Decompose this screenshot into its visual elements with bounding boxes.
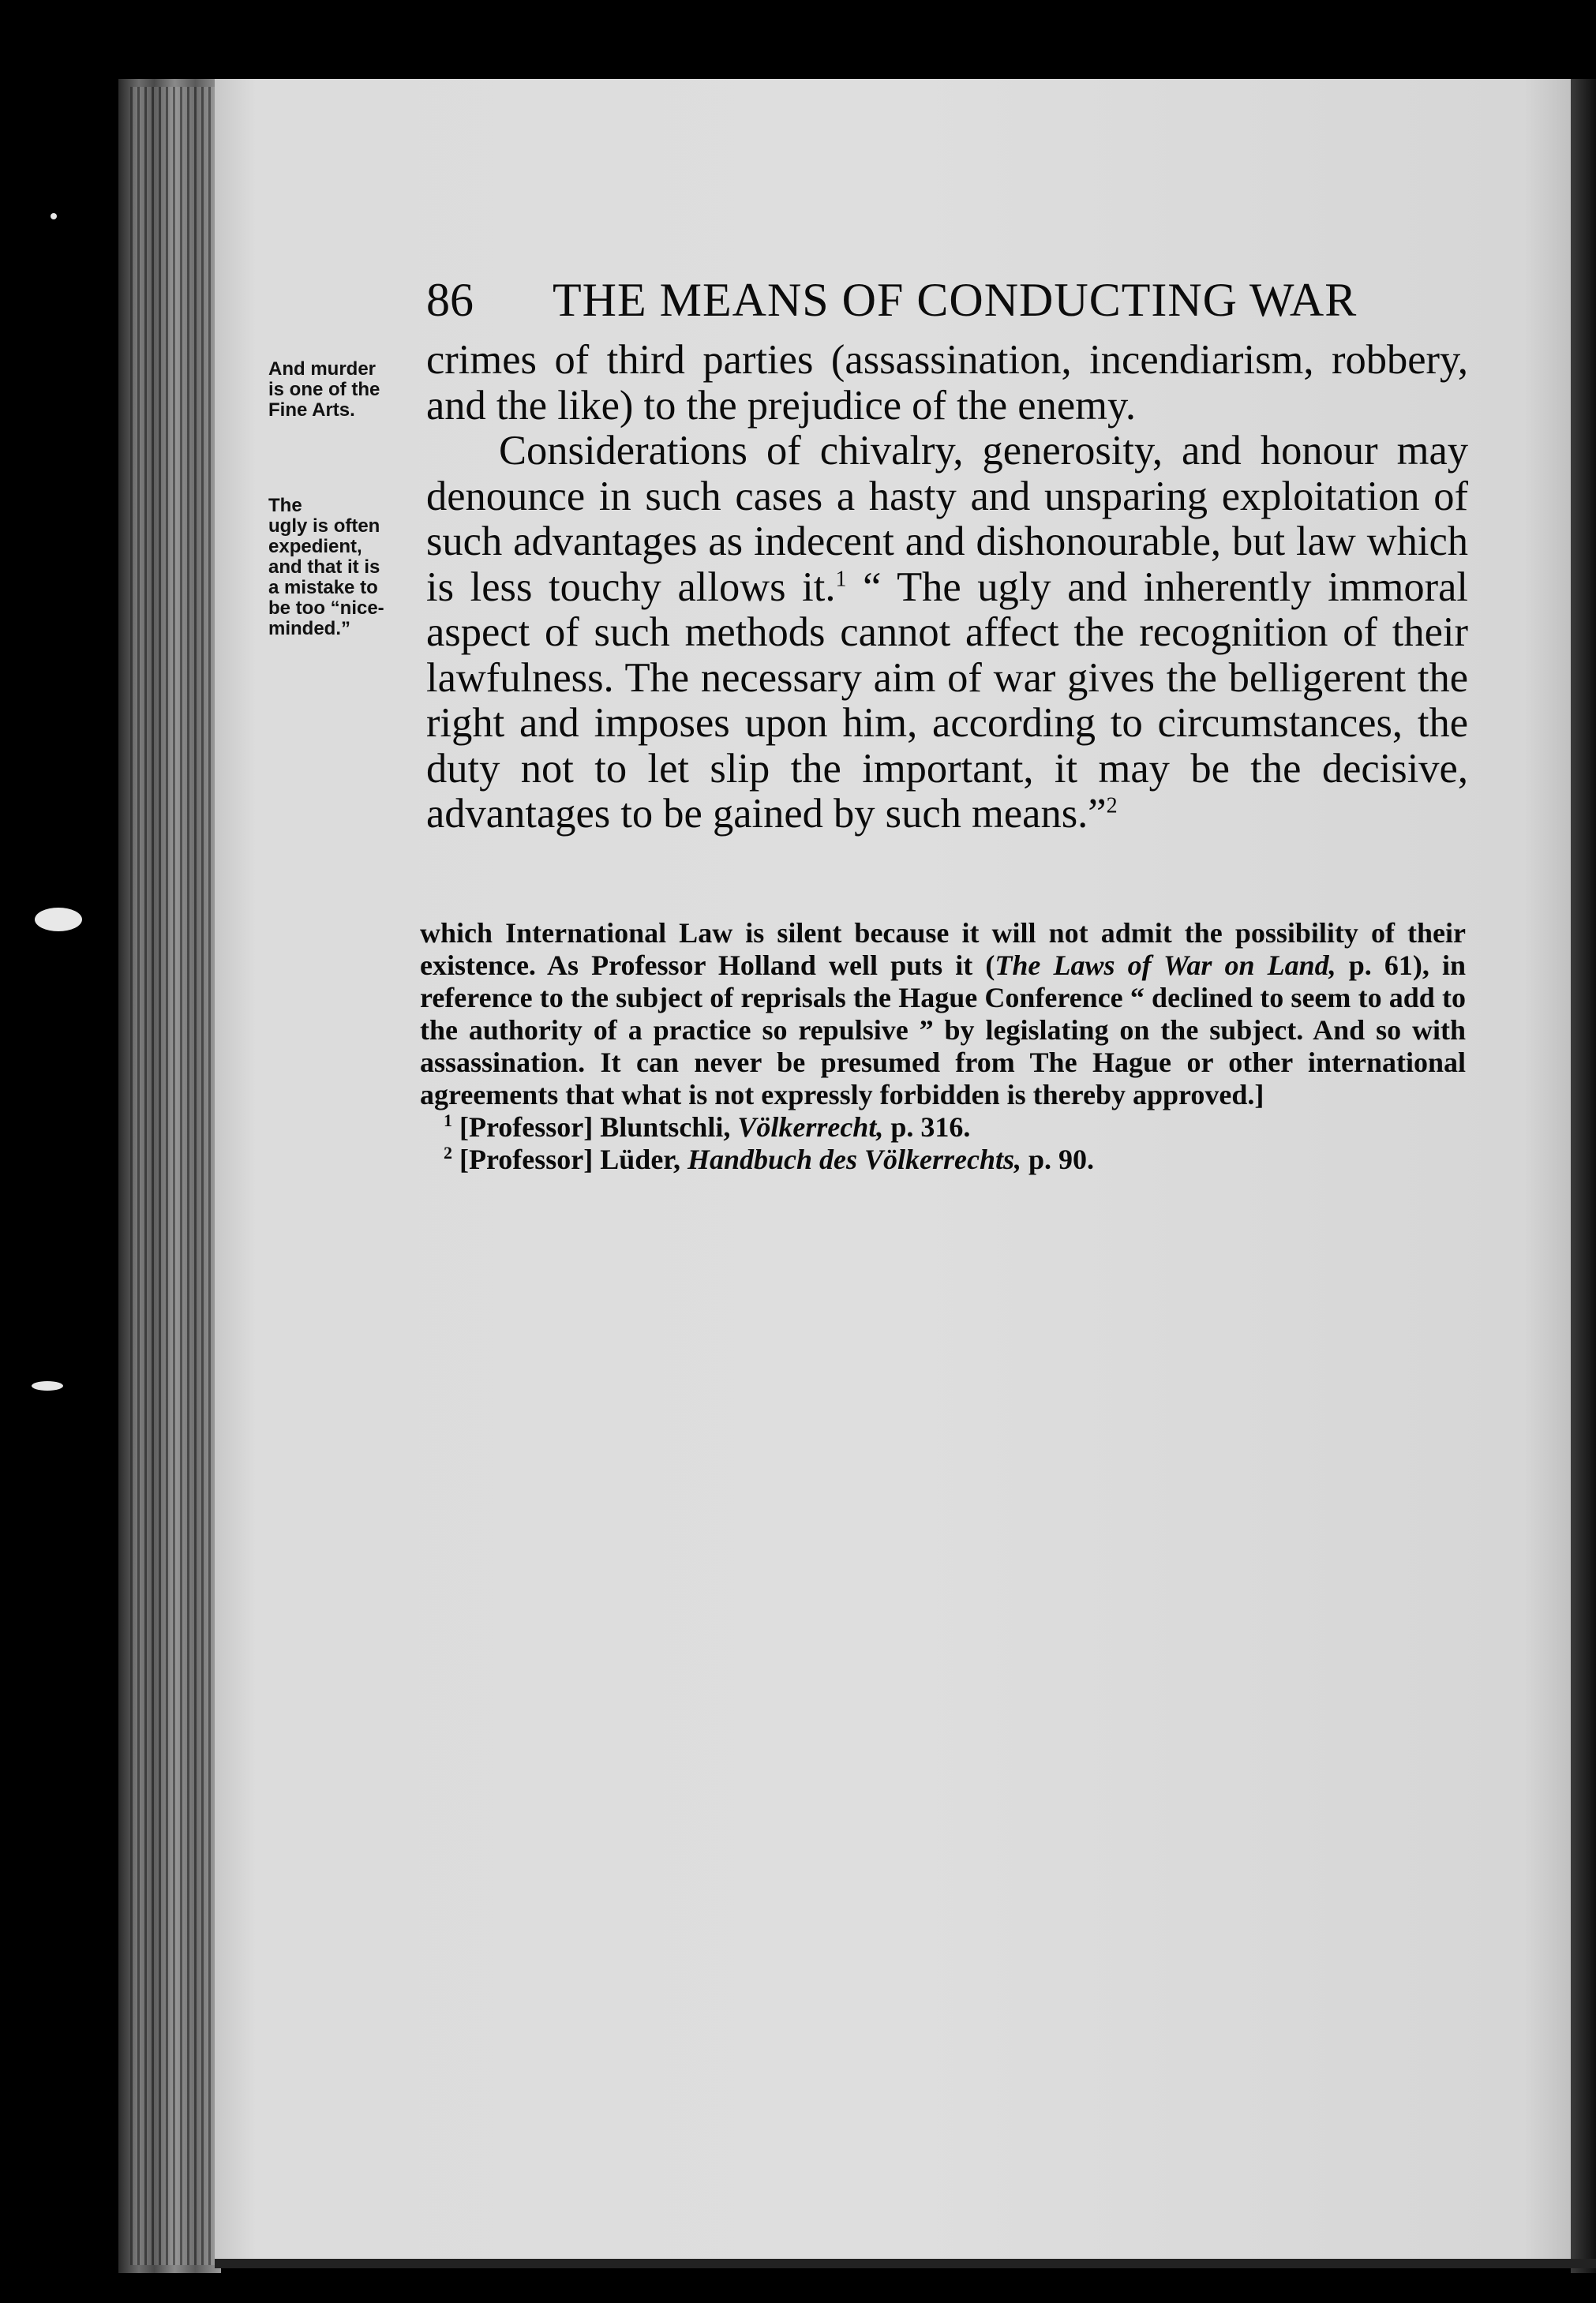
footnote-mark: 1 (444, 1110, 452, 1130)
footnote-text: p. 61), in reference to the subject of reprisals the Hague Conference “ declined to seem to add to the authority of a practice so repulsive ” by legislating on the subject. And so with assassination. It can never be presumed from The Hague or other international agreements that what is not expressly forbidden is thereby approved.] (420, 949, 1466, 1110)
footnote-italic-title: Völkerrecht, (737, 1111, 884, 1143)
footnote-text: which International Law is silent because it will not admit the possibility of their existence. As Professor Holland well puts it ( (420, 917, 1466, 981)
paragraph-2-part-b: “ The ugly and inherently immoral aspect of such methods cannot affect the recognition of their lawfulness. The necessary aim of war gives the belligerent the right and imposes upon him, according to circumstances, the duty not to let slip the important, it may be the decisive, advantages to be gained by such means.” (426, 564, 1468, 837)
margin-note-line: And murder (268, 358, 377, 380)
margin-note-line: is one of the (268, 379, 380, 400)
margin-note-line: ugly is often (268, 515, 380, 537)
footnote-text: p. 316. (883, 1111, 971, 1143)
footnote-continuation (420, 917, 1466, 1111)
margin-note-line: The (268, 495, 302, 516)
scan-speck (51, 213, 57, 219)
margin-note-line: a mistake to (268, 577, 378, 598)
footnote-text: p. 90. (1021, 1144, 1095, 1175)
page-number: 86 (426, 274, 474, 326)
margin-note-murder (268, 359, 434, 421)
running-title: THE MEANS OF CONDUCTING WAR (553, 274, 1358, 326)
margin-note-line: Fine Arts. (268, 399, 355, 421)
margin-note-line: expedient, (268, 536, 362, 557)
margin-note-line: minded.” (268, 618, 351, 639)
footnote-1 (420, 1111, 1466, 1144)
margin-note-line: and that it is (268, 556, 380, 578)
paragraph-2-part-a: Considerations of chivalry, generosity, and honour may denounce in such cases a hasty and unsparing exploitation of such advantages as indecent and dishonourable, but law which is less touchy allows it. (426, 428, 1468, 610)
page-right-shadow (1571, 79, 1596, 2273)
footnote-text: [Professor] Lüder, (452, 1144, 687, 1175)
page-edge-lines (130, 87, 217, 2265)
footnotes (420, 917, 1466, 1176)
margin-note-ugly (268, 496, 434, 639)
footnote-italic-title: The Laws of War on Land, (995, 949, 1336, 981)
footnote-2 (420, 1144, 1466, 1176)
footnote-ref-2: 2 (1106, 793, 1118, 818)
margin-note-line: be too “nice- (268, 597, 384, 619)
paragraph-2 (426, 429, 1468, 837)
scan-speck (32, 1381, 63, 1391)
running-header (426, 268, 1366, 331)
footnote-italic-title: Handbuch des Völkerrechts, (687, 1144, 1022, 1175)
paragraph-1: crimes of third parties (assassination, incendiarism, robbery, and the like) to the prejudice of the enemy. (426, 337, 1468, 429)
body-text (426, 338, 1468, 837)
page-bottom-edge (215, 2259, 1596, 2268)
footnote-text: [Professor] Bluntschli, (452, 1111, 738, 1143)
footnote-ref-1: 1 (835, 567, 847, 591)
scan-speck (35, 908, 82, 931)
footnote-mark: 2 (444, 1143, 452, 1163)
